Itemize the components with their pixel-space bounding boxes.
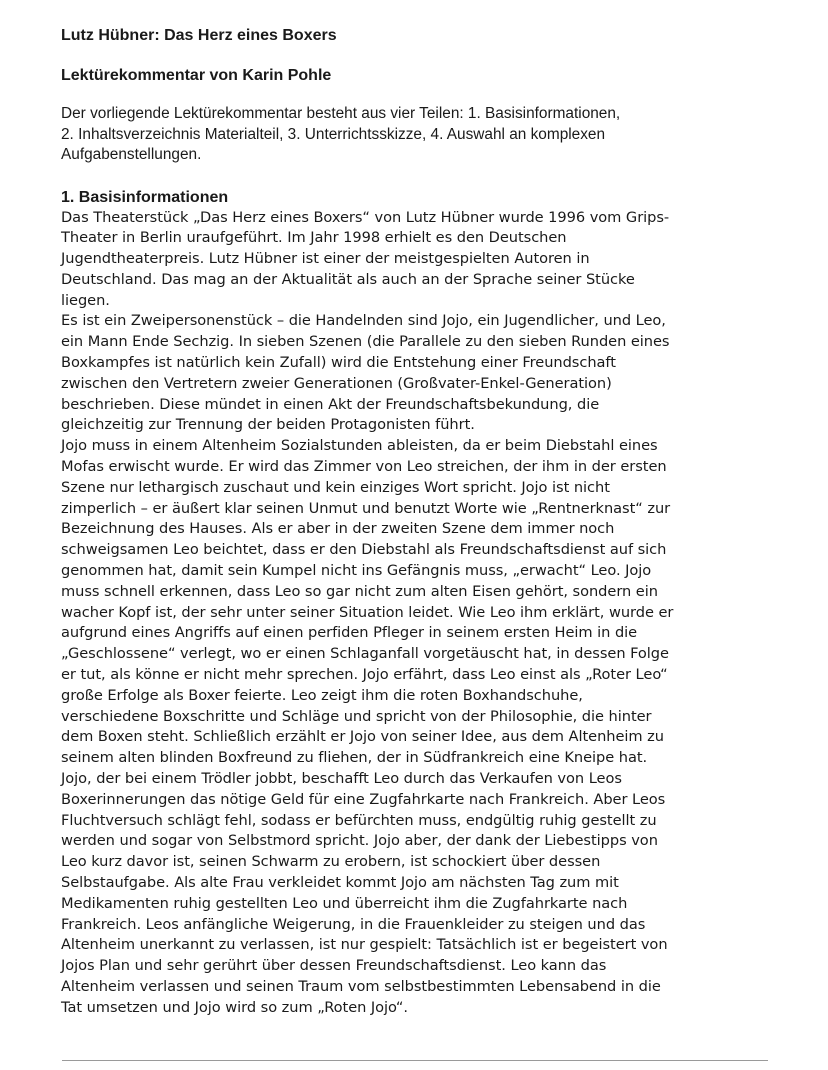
body-line: Jojo muss in einem Altenheim Sozialstunden ableisten, da er beim Diebstahl eines [61,437,658,455]
body-line: Selbstaufgabe. Als alte Frau verkleidet kommt Jojo am nächsten Tag zum mit [61,874,619,891]
body-line: genommen hat, damit sein Kumpel nicht ins Gefängnis muss, „erwacht“ Leo. Jojo [61,562,652,580]
body-text [61,208,769,1019]
body-line: er tut, als könne er nicht mehr sprechen. Jojo erfährt, dass Leo einst als „Roter Leo“ [61,666,668,684]
body-line: Das Theaterstück „Das Herz eines Boxers“ von Lutz Hübner wurde 1996 vom Grips- [61,208,670,226]
section-heading: 1. Basisinformationen [61,188,229,206]
body-line: werden und sogar von Selbstmord spricht. Jojo aber, der dank der Liebestipps von [61,832,658,850]
body-line: seinem alten blinden Boxfreund zu fliehen, der in Südfrankreich eine Kneipe hat. [61,749,648,767]
body-line: Boxkampfes ist natürlich kein Zufall) wird die Entstehung einer Freundschaft [61,354,616,372]
intro-paragraph [61,104,769,166]
body-line: Fluchtversuch schlägt fehl, sodass er befürchten muss, endgültig ruhig gestellt zu [61,811,657,829]
body-line: Altenheim unerkannt zu verlassen, ist nur gespielt: Tatsächlich ist er begeistert von [61,936,668,954]
document-page [61,26,769,1019]
body-line: ein Mann Ende Sechzig. In sieben Szenen (die Parallele zu den sieben Runden eines [61,333,670,351]
body-line: Jugendtheaterpreis. Lutz Hübner ist einer der meistgespielten Autoren in [61,250,590,268]
body-line: verschiedene Boxschritte und Schläge und spricht von der Philosophie, die hinter [61,707,652,725]
intro-line: Aufgabenstellungen. [61,146,202,163]
body-line: Leo kurz davor ist, seinen Schwarm zu erobern, ist schockiert über dessen [61,853,601,871]
intro-line: 2. Inhaltsverzeichnis Materialteil, 3. Unterrichtsskizze, 4. Auswahl an komplexen [61,125,606,143]
body-line: Theater in Berlin uraufgeführt. Im Jahr 1998 erhielt es den Deutschen [61,229,567,247]
body-line: Mofas erwischt wurde. Er wird das Zimmer von Leo streichen, der ihm in der ersten [61,458,667,476]
body-line: zimperlich – er äußert klar seinen Unmut und benutzt Worte wie „Rentnerknast“ zur [61,499,671,517]
body-line: dem Boxen steht. Schließlich erzählt er Jojo von seiner Idee, aus dem Altenheim zu [61,728,664,746]
body-line: wacher Kopf ist, der sehr unter seiner Situation leidet. Wie Leo ihm erklärt, wurde er [61,603,674,621]
body-line: schweigsamen Leo beichtet, dass er den Diebstahl als Freundschaftsdienst auf sich [61,541,667,559]
body-line: liegen. [61,291,110,309]
body-line: Deutschland. Das mag an der Aktualität als auch an der Sprache seiner Stücke [61,270,635,288]
body-line: gleichzeitig zur Trennung der beiden Protagonisten führt. [61,416,475,434]
body-line: Bezeichnung des Hauses. Als er aber in der zweiten Szene dem immer noch [61,520,615,538]
document-subtitle: Lektürekommentar von Karin Pohle [61,67,332,84]
body-line: Tat umsetzen und Jojo wird so zum „Roten Jojo“. [61,998,408,1016]
body-line: Frankreich. Leos anfängliche Weigerung, in die Frauenkleider zu steigen und das [61,915,646,933]
intro-line: Der vorliegende Lektürekommentar besteht aus vier Teilen: 1. Basisinformationen, [61,105,621,122]
footer-divider [62,1060,768,1061]
body-line: zwischen den Vertretern zweier Generationen (Großvater-Enkel-Generation) [61,374,612,392]
body-line: Altenheim verlassen und seinen Traum vom selbstbestimmten Lebensabend in die [61,977,661,995]
body-line: Jojos Plan und sehr gerührt über dessen Freundschaftsdienst. Leo kann das [61,957,607,975]
body-line: muss schnell erkennen, dass Leo so gar nicht zum alten Eisen gehört, sondern ein [61,582,658,600]
body-line: Es ist ein Zweipersonenstück – die Handelnden sind Jojo, ein Jugendlicher, und Leo, [61,312,666,330]
body-line: große Erfolge als Boxer feierte. Leo zeigt ihm die roten Boxhandschuhe, [61,686,583,704]
body-line: Medikamenten ruhig gestellten Leo und überreicht ihm die Zugfahrkarte nach [61,894,628,912]
body-line: beschrieben. Diese mündet in einen Akt der Freundschaftsbekundung, die [61,395,600,413]
body-line: „Geschlossene“ verlegt, wo er einen Schlaganfall vorgetäuscht hat, in dessen Folge [61,645,669,663]
document-title: Lutz Hübner: Das Herz eines Boxers [61,27,337,44]
body-line: Szene nur lethargisch zuschaut und kein einziges Wort spricht. Jojo ist nicht [61,478,610,496]
body-line: Boxerinnerungen das nötige Geld für eine Zugfahrkarte nach Frankreich. Aber Leos [61,790,666,808]
body-line: aufgrund eines Angriffs auf einen perfiden Pfleger in seinem ersten Heim in die [61,624,638,642]
body-line: Jojo, der bei einem Trödler jobbt, beschafft Leo durch das Verkaufen von Leos [61,770,622,788]
